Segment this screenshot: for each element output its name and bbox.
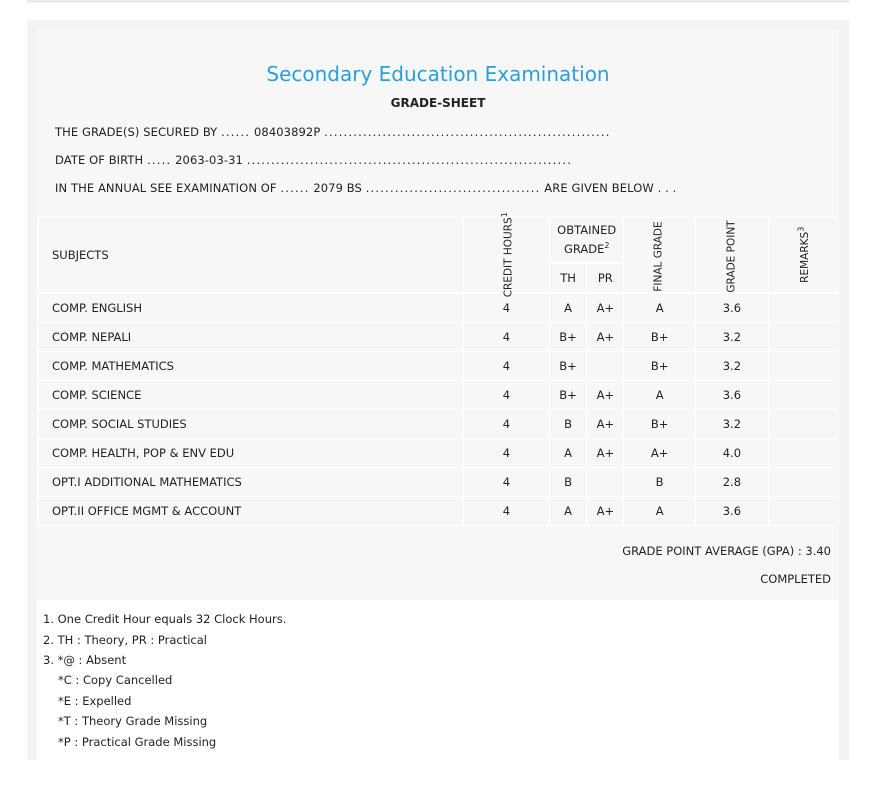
th-grade-cell: B: [549, 410, 586, 439]
grade-point-cell: 3.6: [695, 293, 768, 323]
th-grade-cell: A: [549, 439, 586, 468]
grades-body: [38, 293, 839, 526]
exam-lead-dots: ......: [280, 181, 310, 195]
grade-point-cell: 3.2: [695, 323, 768, 352]
secured-lead-dots: ......: [221, 125, 251, 139]
th-grade-cell: A: [549, 293, 586, 323]
remarks-cell: [768, 468, 838, 497]
footnote-practical-missing: *P : Practical Grade Missing: [58, 735, 217, 749]
grade-sheet-heading: GRADE-SHEET: [390, 96, 486, 110]
table-row: [38, 468, 839, 497]
grades-table: [37, 212, 839, 526]
grade-sheet-card: [37, 30, 839, 770]
grade-point-cell: 3.2: [695, 352, 768, 381]
remarks-cell: [768, 497, 838, 526]
pr-grade-cell: A+: [587, 497, 624, 526]
credit-cell: 4: [463, 323, 549, 352]
header-subjects: SUBJECTS: [38, 218, 464, 294]
header-remarks: REMARKS$^3$: [768, 218, 838, 294]
result-status: COMPLETED: [760, 572, 831, 586]
th-grade-cell: A: [549, 497, 586, 526]
footnote-expelled: *E : Expelled: [58, 694, 132, 708]
remarks-cell: [768, 439, 838, 468]
secured-trail-dots: ...........................................................: [324, 125, 611, 139]
dob-label: DATE OF BIRTH: [55, 153, 144, 167]
header-th: TH: [549, 263, 586, 293]
subject-cell: COMP. SOCIAL STUDIES: [38, 410, 464, 439]
remarks-cell: [768, 381, 838, 410]
secured-by-label: THE GRADE(S) SECURED BY: [55, 125, 218, 139]
header-credit-hours: CREDIT HOURS$^1$: [463, 218, 549, 294]
footnote-2: 2. TH : Theory, PR : Practical: [43, 633, 207, 647]
table-row: [38, 293, 839, 323]
credit-cell: 4: [463, 352, 549, 381]
header-pr: PR: [587, 263, 624, 293]
final-grade-cell: B+: [624, 323, 695, 352]
final-grade-cell: A: [624, 381, 695, 410]
grade-point-cell: 2.8: [695, 468, 768, 497]
header-final-grade: FINAL GRADE: [624, 218, 695, 294]
credit-cell: 4: [463, 468, 549, 497]
credit-cell: 4: [463, 439, 549, 468]
th-grade-cell: B+: [549, 381, 586, 410]
credit-cell: 4: [463, 293, 549, 323]
pr-grade-cell: A+: [587, 381, 624, 410]
grade-sheet-panel: [27, 20, 849, 760]
table-row: [38, 381, 839, 410]
final-grade-cell: A: [624, 293, 695, 323]
pr-grade-cell: [587, 352, 624, 381]
final-grade-cell: A+: [624, 439, 695, 468]
top-divider: [27, 0, 849, 3]
grade-point-cell: 3.2: [695, 410, 768, 439]
subject-cell: COMP. MATHEMATICS: [38, 352, 464, 381]
date-of-birth: 2063-03-31: [175, 153, 243, 167]
footnote-copy-cancelled: *C : Copy Cancelled: [58, 673, 173, 687]
subject-cell: COMP. SCIENCE: [38, 381, 464, 410]
header-obtained-grade: OBTAINED GRADE$^2$: [549, 218, 624, 264]
remarks-cell: [768, 410, 838, 439]
header-row-1: [38, 218, 839, 264]
final-grade-cell: A: [624, 497, 695, 526]
exam-mid-dots: ....................................: [365, 181, 541, 195]
subject-cell: COMP. HEALTH, POP & ENV EDU: [38, 439, 464, 468]
pr-grade-cell: [587, 468, 624, 497]
remarks-cell: [768, 293, 838, 323]
table-row: [38, 410, 839, 439]
dob-trail-dots: ...................................................................: [246, 153, 573, 167]
exam-year: 2079 BS: [313, 181, 362, 195]
table-row: [38, 497, 839, 526]
subject-cell: OPT.II OFFICE MGMT & ACCOUNT: [38, 497, 464, 526]
footnote-3: 3. *@ : Absent: [43, 653, 127, 667]
remarks-cell: [768, 352, 838, 381]
grade-point-cell: 3.6: [695, 381, 768, 410]
remarks-cell: [768, 323, 838, 352]
final-grade-cell: B+: [624, 352, 695, 381]
exam-line: [55, 181, 676, 195]
th-grade-cell: B: [549, 468, 586, 497]
dob-line: [55, 153, 572, 167]
credit-cell: 4: [463, 497, 549, 526]
pr-grade-cell: A+: [587, 410, 624, 439]
th-grade-cell: B+: [549, 323, 586, 352]
final-grade-cell: B+: [624, 410, 695, 439]
table-row: [38, 439, 839, 468]
table-row: [38, 352, 839, 381]
footnote-1: 1. One Credit Hour equals 32 Clock Hours.: [43, 612, 287, 626]
subject-cell: COMP. ENGLISH: [38, 293, 464, 323]
pr-grade-cell: A+: [587, 293, 624, 323]
exam-label: IN THE ANNUAL SEE EXAMINATION OF: [55, 181, 277, 195]
credit-cell: 4: [463, 381, 549, 410]
grade-point-cell: 4.0: [695, 439, 768, 468]
final-grade-cell: B: [624, 468, 695, 497]
exam-title: Secondary Education Examination: [266, 62, 610, 86]
header-grade-point: GRADE POINT: [695, 218, 768, 294]
pr-grade-cell: A+: [587, 323, 624, 352]
th-grade-cell: B+: [549, 352, 586, 381]
exam-suffix: ARE GIVEN BELOW . . .: [544, 181, 677, 195]
credit-cell: 4: [463, 410, 549, 439]
pr-grade-cell: A+: [587, 439, 624, 468]
footnotes: [37, 600, 839, 800]
gpa-text: GRADE POINT AVERAGE (GPA) : 3.40: [622, 544, 831, 558]
grade-point-cell: 3.6: [695, 497, 768, 526]
subject-cell: OPT.I ADDITIONAL MATHEMATICS: [38, 468, 464, 497]
secured-by-line: [55, 125, 611, 139]
footnote-theory-missing: *T : Theory Grade Missing: [58, 714, 208, 728]
symbol-number: 08403892P: [253, 125, 321, 139]
subject-cell: COMP. NEPALI: [38, 323, 464, 352]
dob-lead-dots: .....: [147, 153, 172, 167]
table-row: [38, 323, 839, 352]
